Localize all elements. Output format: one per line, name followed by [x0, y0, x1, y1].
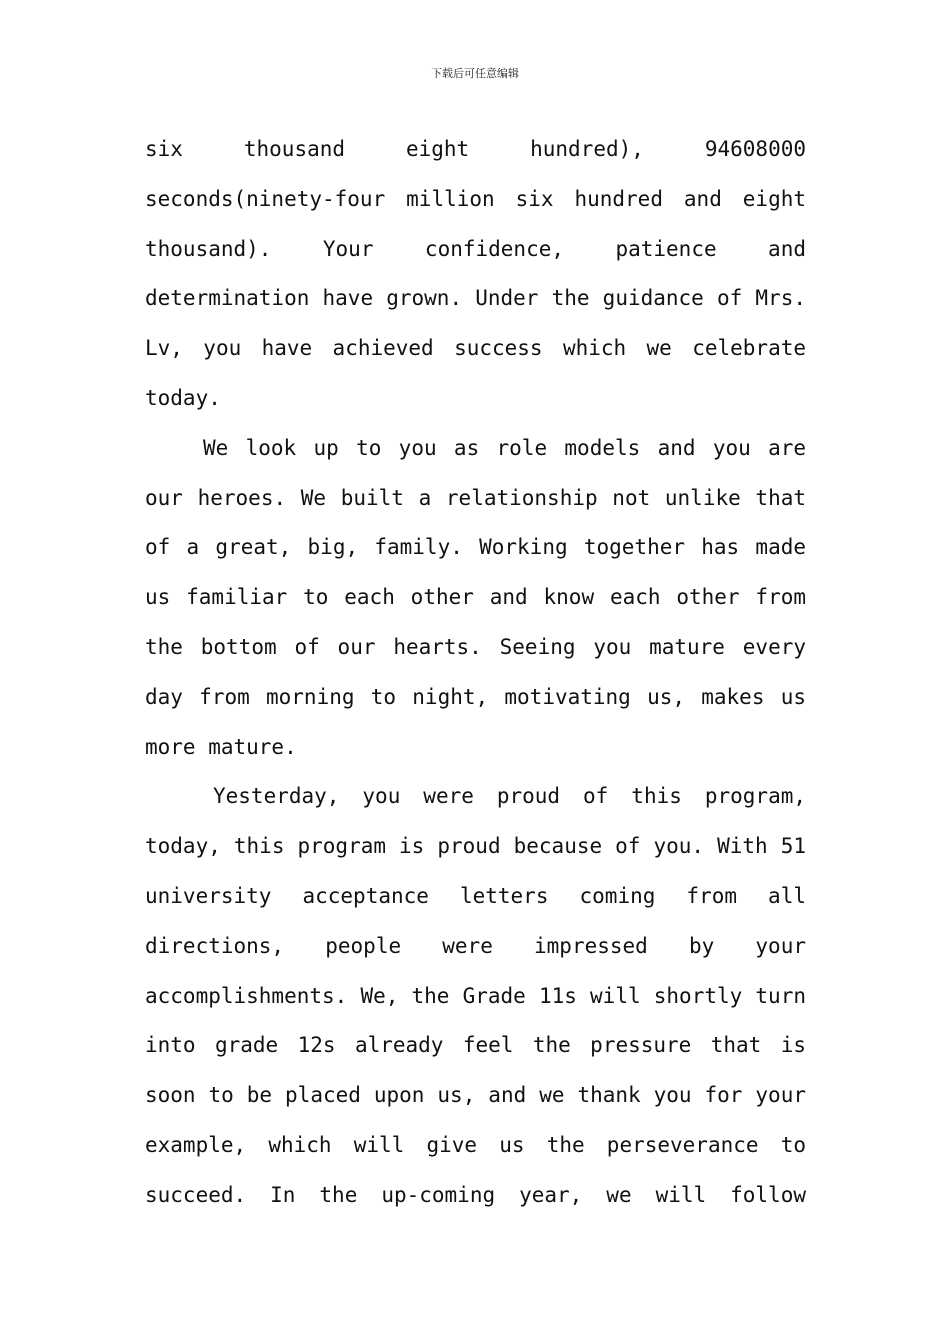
- paragraph-role-models: We look up to you as role models and you are our heroes. We built a relationship not unlike that of a great, big, family. Working together has made us familiar to each other and know each other from the bottom of our hearts. Seeing you mature every day from morning to night, motivating us, makes us more mature.: [145, 435, 806, 759]
- paragraph-continued: six thousand eight hundred), 94608000 seconds(ninety-four million six hundred and eight thousand). Your confidence, patience and determination have grown. Under the guidance of Mrs. Lv, you have achieved success which we celebrate today.: [145, 137, 806, 410]
- paragraph-yesterday: Yesterday, you were proud of this program, today, this program is proud because of you. With 51 university acceptance letters coming from all directions, people were impressed by your accomplishments. We, the Grade 11s will shortly turn into grade 12s already feel the pressure that is soon to be placed upon us, and we thank you for your example, which will give us the perseverance to succeed. In the up-coming year, we will follow: [145, 784, 806, 1207]
- document-body: [145, 125, 806, 1221]
- page-header: 下载后可任意编辑: [431, 67, 519, 80]
